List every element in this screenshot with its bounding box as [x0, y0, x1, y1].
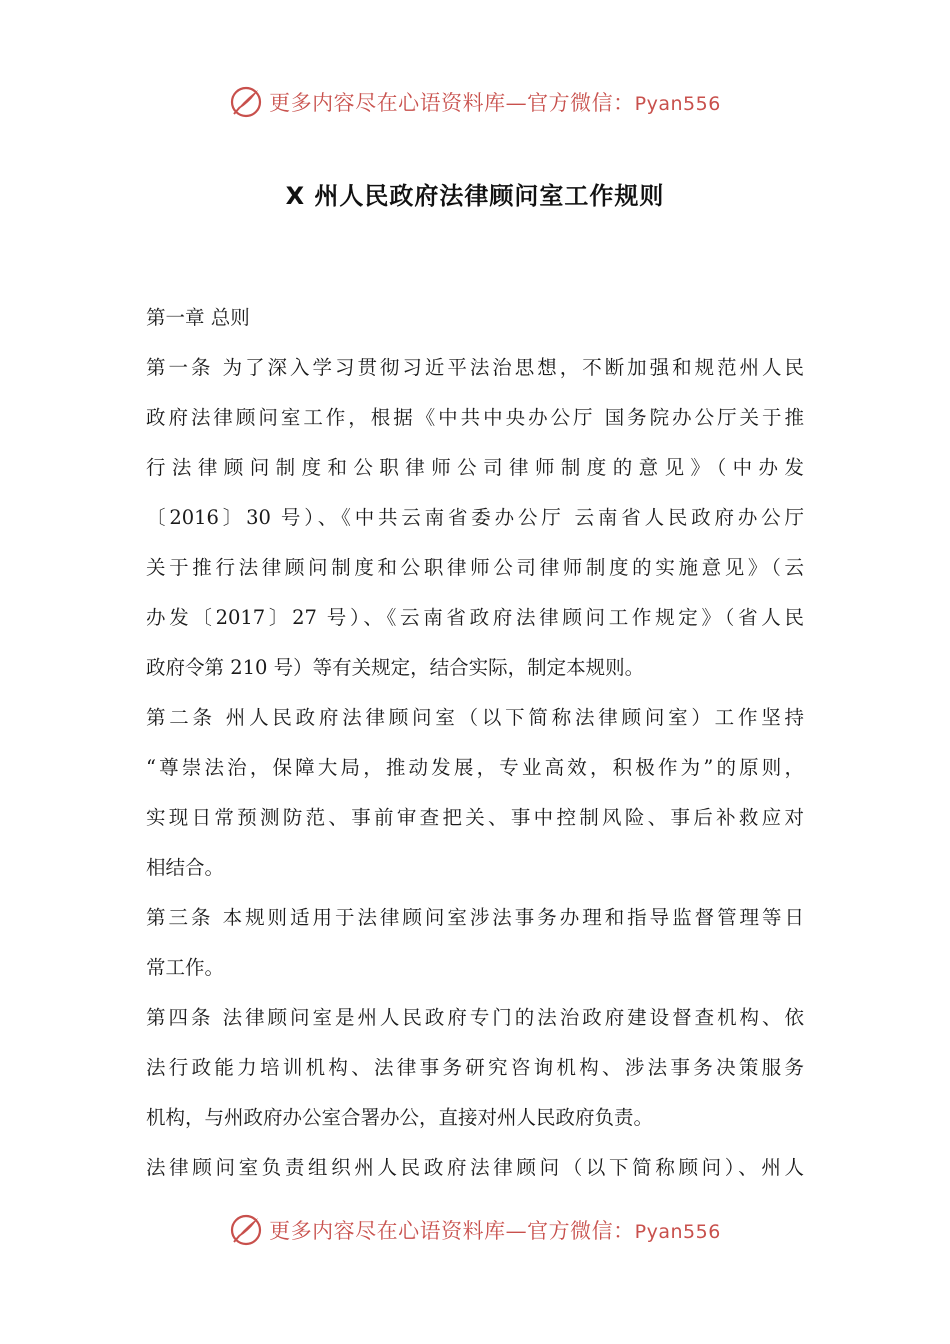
paragraph-line: 法律顾问室负责组织州人民政府法律顾问（以下简称顾问）、州人: [146, 1156, 804, 1179]
watermark-text: 更多内容尽在心语资料库—官方微信：: [269, 91, 635, 115]
watermark-wechat-id: Pyan556: [634, 1221, 721, 1243]
paragraph-line: 〔2016〕30 号）、《中共云南省委办公厅 云南省人民政府办公厅: [146, 506, 804, 529]
paragraph-line: 关于推行法律顾问制度和公职律师公司律师制度的实施意见》（云: [146, 556, 804, 579]
paragraph-line: 相结合。: [146, 856, 225, 879]
paragraph-line: 实现日常预测防范、事前审查把关、事中控制风险、事后补救应对: [146, 806, 804, 829]
paragraph-line: 第二条 州人民政府法律顾问室（以下简称法律顾问室）工作坚持: [146, 706, 804, 729]
document-body: [146, 298, 804, 1198]
paragraph-line: 行法律顾问制度和公职律师公司律师制度的意见》（中办发: [146, 456, 804, 479]
document-title: X 州人民政府法律顾问室工作规则: [285, 182, 665, 210]
quill-pen-logo-icon: [229, 1213, 263, 1247]
paragraph-line: “尊崇法治，保障大局，推动发展，专业高效，积极作为”的原则，: [146, 756, 804, 779]
paragraph-line: 法行政能力培训机构、法律事务研究咨询机构、涉法事务决策服务: [146, 1056, 804, 1079]
watermark-header: [0, 82, 950, 122]
paragraph-line: 常工作。: [146, 956, 225, 979]
paragraph-line: 机构，与州政府办公室合署办公，直接对州人民政府负责。: [146, 1106, 654, 1129]
watermark-text: 更多内容尽在心语资料库—官方微信：: [269, 1219, 635, 1243]
paragraph-line: 第四条 法律顾问室是州人民政府专门的法治政府建设督查机构、依: [146, 1006, 804, 1029]
watermark-footer: [0, 1210, 950, 1250]
paragraph-line: 政府令第 210 号）等有关规定，结合实际，制定本规则。: [146, 656, 645, 679]
watermark-wechat-id: Pyan556: [634, 93, 721, 115]
paragraph-line: 第一条 为了深入学习贯彻习近平法治思想，不断加强和规范州人民: [146, 356, 804, 379]
paragraph-line: 政府法律顾问室工作，根据《中共中央办公厅 国务院办公厅关于推: [146, 406, 804, 429]
chapter-heading: 第一章 总则: [146, 306, 250, 329]
paragraph-line: 第三条 本规则适用于法律顾问室涉法事务办理和指导监督管理等日: [146, 906, 804, 929]
paragraph-line: 办发〔2017〕27 号）、《云南省政府法律顾问工作规定》（省人民: [146, 606, 804, 629]
quill-pen-logo-icon: [229, 85, 263, 119]
